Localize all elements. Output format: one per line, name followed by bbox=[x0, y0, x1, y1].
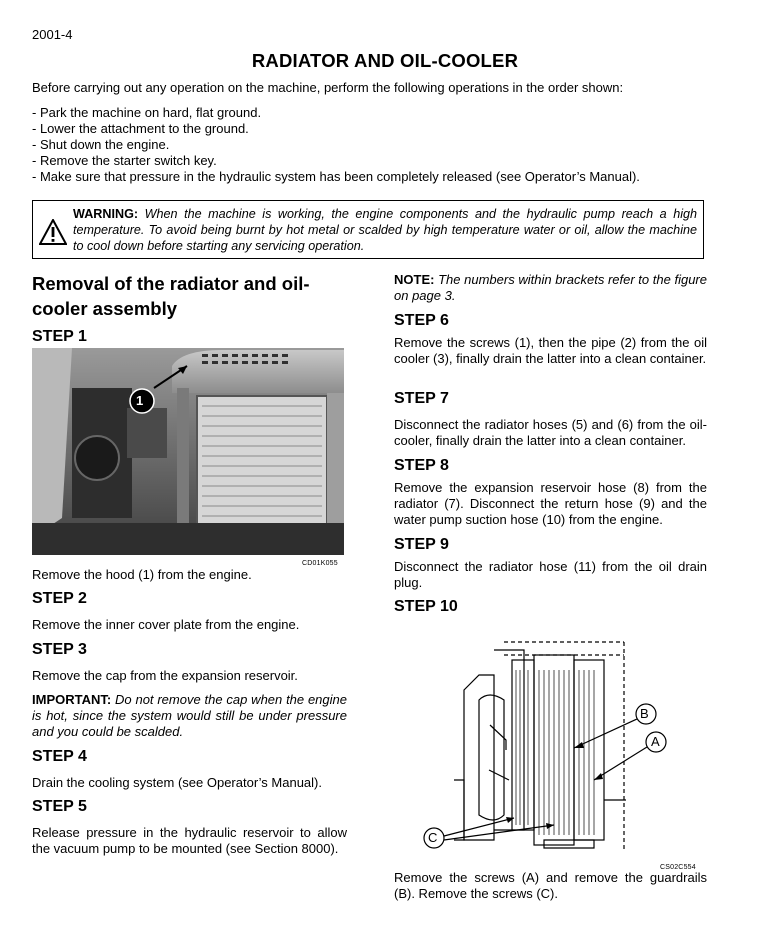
step-2-text: Remove the inner cover plate from the engine. bbox=[32, 617, 300, 632]
warning-triangle-icon bbox=[39, 219, 67, 245]
step-9-heading: STEP 9 bbox=[394, 536, 449, 553]
important-note bbox=[32, 692, 347, 740]
list-item: - Park the machine on hard, flat ground. bbox=[32, 105, 262, 120]
step-9-text: Disconnect the radiator hose (11) from the oil drain plug. bbox=[394, 559, 707, 590]
page-number: 2001-4 bbox=[32, 27, 73, 42]
radiator-line-drawing bbox=[394, 630, 719, 862]
guardrail-diagram bbox=[394, 630, 719, 862]
diagram-code: CS02C554 bbox=[660, 864, 696, 871]
warning-text bbox=[73, 206, 697, 254]
step-2-heading: STEP 2 bbox=[32, 590, 87, 607]
step-3-text: Remove the cap from the expansion reservoir. bbox=[32, 668, 298, 683]
step-6-text: Remove the screws (1), then the pipe (2) from the oil cooler (3), finally drain the latter into a clean container. bbox=[394, 335, 707, 366]
step-10-heading: STEP 10 bbox=[394, 598, 458, 615]
engine-hood-photo bbox=[32, 348, 344, 555]
warning-label: WARNING: bbox=[73, 207, 139, 221]
hood-callout-1: 1 bbox=[136, 393, 144, 408]
step-3-heading: STEP 3 bbox=[32, 641, 87, 658]
list-item: - Shut down the engine. bbox=[32, 137, 170, 152]
step-4-text: Drain the cooling system (see Operator’s Manual). bbox=[32, 775, 322, 790]
step-5-text: Release pressure in the hydraulic reservoir to allow the vacuum pump to be mounted (see Section 8000). bbox=[32, 825, 347, 856]
note-body: The numbers within brackets refer to the figure on page 3. bbox=[394, 272, 707, 303]
intro-text: Before carrying out any operation on the machine, perform the following operations in the order shown: bbox=[32, 80, 624, 95]
page-title: RADIATOR AND OIL-COOLER bbox=[251, 50, 519, 71]
step-1-text: Remove the hood (1) from the engine. bbox=[32, 567, 252, 582]
warning-body: When the machine is working, the engine components and the hydraulic pump reach a high temperature. To avoid being burnt by hot metal or scalded by high temperature water or oil, allow the machine to cool down before starting any servicing operation. bbox=[73, 207, 698, 253]
important-text: Do not remove the cap when the engine is hot, since the system would still be under pressure and you could be scalded. bbox=[32, 692, 347, 739]
warning-box bbox=[32, 200, 704, 259]
precaution-list bbox=[32, 105, 640, 185]
step-10-text: Remove the screws (A) and remove the guardrails (B). Remove the screws (C). bbox=[394, 870, 707, 901]
section-title: Removal of the radiator and oil-cooler assembly bbox=[32, 273, 310, 319]
step-4-heading: STEP 4 bbox=[32, 748, 87, 765]
important-label: IMPORTANT: bbox=[32, 692, 112, 707]
step-1-heading: STEP 1 bbox=[32, 328, 87, 345]
list-item: - Make sure that pressure in the hydraulic system has been completely released (see Operator’s Manual). bbox=[32, 169, 640, 184]
step-8-heading: STEP 8 bbox=[394, 457, 449, 474]
note-text bbox=[394, 272, 707, 304]
list-item: - Lower the attachment to the ground. bbox=[32, 121, 249, 136]
callout-a: A bbox=[651, 734, 660, 749]
callout-c: C bbox=[428, 830, 438, 845]
step-7-text: Disconnect the radiator hoses (5) and (6) from the oil-cooler, finally drain the latter into a clean container. bbox=[394, 417, 707, 448]
step-7-heading: STEP 7 bbox=[394, 390, 449, 407]
list-item: - Remove the starter switch key. bbox=[32, 153, 217, 168]
callout-b: B bbox=[640, 706, 649, 721]
step-5-heading: STEP 5 bbox=[32, 798, 87, 815]
photo-code: CD01K055 bbox=[302, 560, 338, 567]
engine-photo-illustration bbox=[32, 348, 344, 555]
note-label: NOTE: bbox=[394, 272, 435, 287]
step-8-text: Remove the expansion reservoir hose (8) from the radiator (7). Disconnect the return hose (9) and the water pump suction hose (10) from the engine. bbox=[394, 480, 707, 527]
step-6-heading: STEP 6 bbox=[394, 312, 449, 329]
